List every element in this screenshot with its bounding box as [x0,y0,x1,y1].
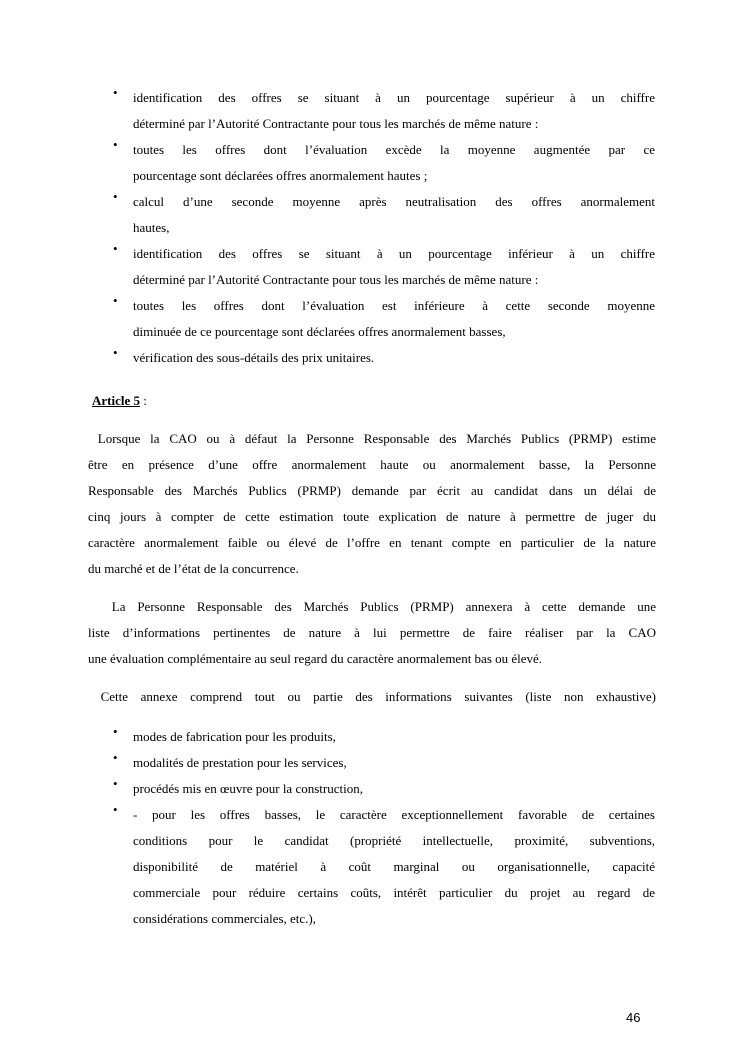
paragraph-line: caractère anormalement faible ou élevé de l’offre en tenant compte en particulier de la nature [88,535,656,550]
list-item [133,293,655,345]
list-item [133,724,655,750]
list-item [133,137,655,189]
information-list [133,724,655,932]
list-item-line: • procédés mis en œuvre pour la construction, [133,781,363,796]
list-item-line: hautes, [133,220,170,235]
list-item-line: • identification des offres se situant à un pourcentage inférieur à un chiffre [133,246,655,261]
list-item-line: diminuée de ce pourcentage sont déclarées offres anormalement basses, [133,324,506,339]
article-heading [92,388,147,414]
list-item-line: • - pour les offres basses, le caractère exceptionnellement favorable de certaines [133,807,655,822]
list-item-line: • modalités de prestation pour les services, [133,755,347,770]
list-item-line: conditions pour le candidat (propriété intellectuelle, proximité, subventions, [133,833,655,848]
list-item [133,802,655,932]
list-item-line: • toutes les offres dont l’évaluation excède la moyenne augmentée par ce [133,142,655,157]
list-item [133,85,655,137]
list-item [133,241,655,293]
list-item-line: • vérification des sous-détails des prix unitaires. [133,350,375,365]
article-title: Article 5 [92,393,141,408]
paragraph-line: cinq jours à compter de cette estimation toute explication de nature à permettre de juger du [88,509,656,524]
list-item [133,189,655,241]
paragraph-line: Responsable des Marchés Publics (PRMP) demande par écrit au candidat dans un délai de [88,483,656,498]
paragraph-line: Lorsque la CAO ou à défaut la Personne Responsable des Marchés Publics (PRMP) estime [88,431,656,446]
list-item [133,776,655,802]
list-item-line: • calcul d’une seconde moyenne après neutralisation des offres anormalement [133,194,655,209]
list-item-line: déterminé par l’Autorité Contractante pour tous les marchés de même nature : [133,116,539,131]
list-item-line: disponibilité de matériel à coût marginal ou organisationnelle, capacité [133,859,655,874]
paragraph-line: La Personne Responsable des Marchés Publics (PRMP) annexera à cette demande une [88,599,656,614]
paragraph-line: une évaluation complémentaire au seul regard du caractère anormalement bas ou élevé. [88,651,543,666]
list-item-line: • toutes les offres dont l’évaluation est inférieure à cette seconde moyenne [133,298,655,313]
list-item-line: • modes de fabrication pour les produits, [133,729,336,744]
paragraph-line: Cette annexe comprend tout ou partie des informations suivantes (liste non exhaustive) [88,689,656,704]
list-item [133,345,655,371]
list-item [133,750,655,776]
list-item-line: déterminé par l’Autorité Contractante pour tous les marchés de même nature : [133,272,539,287]
paragraph-line: du marché et de l’état de la concurrence. [88,561,299,576]
page-number: 46 [626,1010,641,1025]
list-item-line: commerciale pour réduire certains coûts, intérêt particulier du projet au regard de [133,885,655,900]
list-item-line: considérations commerciales, etc.), [133,911,317,926]
paragraph-prmp-annex [88,594,656,672]
paragraph-annex-content [88,684,656,710]
paragraph-line: être en présence d’une offre anormalement haute ou anormalement basse, la Personne [88,457,656,472]
paragraph-article-5 [88,426,656,582]
criteria-list [133,85,655,371]
paragraph-line: liste d’informations pertinentes de nature à lui permettre de faire réaliser par la CAO [88,625,656,640]
article-title-suffix: : [140,393,147,408]
list-item-line: pourcentage sont déclarées offres anormalement hautes ; [133,168,428,183]
list-item-line: • identification des offres se situant à un pourcentage supérieur à un chiffre [133,90,655,105]
